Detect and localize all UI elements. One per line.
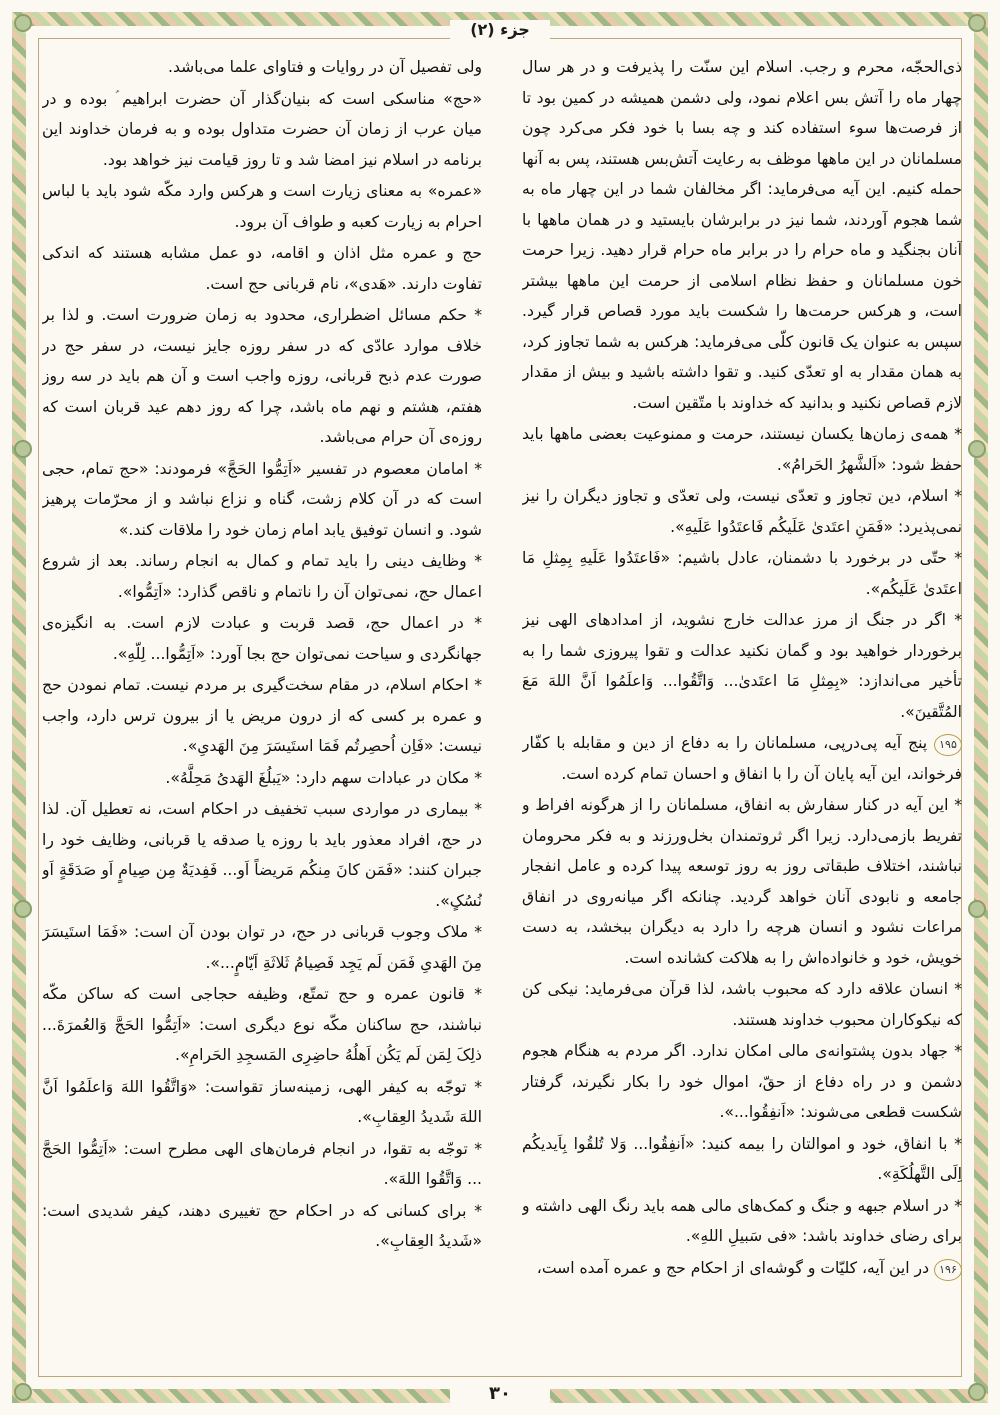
paragraph-text: * اگر در جنگ از مرز عدالت خارج نشوید، از امدادهای الهی نیز برخوردار خواهید بود و گمان نکنید عدالت و تقوا پیروزی شما را به تأخیر می‌اندازد: «بِمِثلِ مَا اعتَدیٰ... وَاتَّقُوا... وَاعلَمُوا اَنَّ اللهَ مَعَ المُتَّقینَ». — [522, 611, 962, 721]
paragraph-text: * وظایف دینی را باید تمام و کمال به انجام رساند. بعد از شروع اعمال حج، نمی‌توان آن را ناتمام و ناقص گذارد: «اَتِمُّوا». — [42, 552, 482, 601]
paragraph-text: * توجّه به تقوا، در انجام فرمان‌های الهی مطرح است: «اَتِمُّوا الحَجَّ ... وَاتَّقُوا اللهَ». — [42, 1139, 482, 1188]
paragraph-text: در این آیه، کلیّات و گوشه‌ای از احکام حج و عمره آمده است، — [536, 1258, 930, 1277]
left-text-column — [42, 52, 482, 1374]
paragraph — [42, 917, 482, 978]
paragraph — [42, 1072, 482, 1133]
page-number: ۳۰ — [450, 1383, 550, 1404]
paragraph — [522, 52, 962, 418]
paragraph — [522, 481, 962, 542]
paragraph-text: * برای کسانی که در احکام حج تغییری دهند، کیفر شدیدی است: «شَدیدُ العِقابِ». — [42, 1201, 482, 1250]
verse-number-marker: ۱۹۶ — [934, 1259, 962, 1281]
paragraph-text: * حتّی در برخورد با دشمنان، عادل باشیم: «فَاعتَدُوا عَلَیهِ بِمِثلِ مَا اعتَدیٰ عَلَیکُم». — [522, 549, 962, 598]
paragraph — [522, 1191, 962, 1252]
paragraph — [42, 1196, 482, 1257]
paragraph-text: * در اسلام جبهه و جنگ و کمک‌های مالی همه باید رنگ الهی داشته و برای رضای خداوند باشد: «فی سَبیلِ اللهِ». — [522, 1196, 962, 1245]
paragraph-text: پنج آیه پی‌درپی، مسلمانان را به دفاع از دین و مقابله با کفّار فرخواند، این آیه پایان آن را با انفاق و احسان تمام کرده است. — [522, 734, 962, 783]
corner-flower-ornament — [14, 14, 32, 32]
paragraph — [522, 605, 962, 727]
paragraph-text: ولی تفصیل آن در روایات و فتاوای علما می‌باشد. — [167, 58, 482, 76]
paragraph — [42, 670, 482, 762]
paragraph — [42, 52, 482, 83]
paragraph-text: * همه‌ی زمان‌ها یکسان نیستند، حرمت و ممنوعیت بعضی ماهها باید حفظ شود: «اَلشَّهرُ الحَرامُ». — [522, 425, 962, 474]
paragraph-text: * با انفاق، خود و اموالتان را بیمه کنید: «اَنفِقُوا... وَلا تُلقُوا بِاَیدیکُم اِلَی التَّهلُکَةِ». — [522, 1134, 962, 1183]
paragraph-text: * امامان معصوم در تفسیر «اَتِمُّوا الحَجَّ» فرمودند: «حج تمام، حجی است که در آن کلام زشت، گناه و نزاع نباشد و از محرّمات پرهیز شود. و انسان توفیق یابد امام زمان خود را ملاقات کند.» — [42, 459, 482, 539]
side-flower-ornament — [968, 440, 986, 458]
paragraph-text: «حج» مناسکی است که بنیان‌گذار آن حضرت ابراهیم ؑ بوده و در میان عرب از زمان آن حضرت متداول بوده و به فرمان خداوند این برنامه در اسلام نیز امضا شد و تا روز قیامت نیز خواهد بود. — [42, 89, 482, 169]
side-flower-ornament — [14, 900, 32, 918]
paragraph — [42, 300, 482, 453]
verse-number-marker: ۱۹۵ — [934, 734, 962, 756]
paragraph-text: ذی‌الحجّه، محرم و رجب. اسلام این سنّت را پذیرفت و در هر سال چهار ماه را آتش بس اعلام نمود، ولی دشمن همیشه در کمین بود تا از فرصت‌ها سوء استفاده کند و چه بسا با خود فکر می‌کرد چون مسلمانان در این ماهها موظف به رعایت آتش‌بس هستند، پس به آنها حمله کنیم. این آیه می‌فرماید: اگر مخالفان شما در این چهار ماه به شما هجوم آوردند، شما نیز در برابرشان بایستید و در همان ماهها با آنان بجنگید و ماه حرام را در برابر ماه حرام قرار دهید. زیرا حرمت خون مسلمانان و حفظ نظام اسلامی از حرمت این ماهها بیشتر است، و هرکس حرمت‌ها را شکست باید مورد قصاص قرار گیرد. سپس به عنوان یک قانون کلّی می‌فرماید: هرکس به شما تجاوز کرد، به همان مقدار به او تعدّی کنید. و تقوا داشته باشید و بیش از مقدار لازم قصاص نکنید و بدانید که خداوند با متّقین است. — [522, 58, 962, 412]
corner-flower-ornament — [14, 1383, 32, 1401]
paragraph — [522, 419, 962, 480]
paragraph-text: * انسان علاقه دارد که محبوب باشد، لذا قرآن می‌فرماید: نیکی کن که نیکوکاران محبوب خداوند هستند. — [522, 980, 962, 1029]
corner-flower-ornament — [968, 1383, 986, 1401]
paragraph — [42, 454, 482, 546]
corner-flower-ornament — [968, 14, 986, 32]
paragraph — [42, 84, 482, 176]
paragraph — [42, 608, 482, 669]
paragraph — [522, 543, 962, 604]
paragraph-text: * توجّه به کیفر الهی، زمینه‌ساز تقواست: «وَاتَّقُوا اللهَ وَاعلَمُوا اَنَّ اللهَ شَدیدُ العِقابِ». — [42, 1077, 482, 1126]
paragraph — [522, 728, 962, 789]
paragraph-text: حج و عمره مثل اذان و اقامه، دو عمل مشابه هستند که اندکی تفاوت دارند. «هَدی»، نام قربانی حج است. — [42, 244, 482, 293]
paragraph-text: * اسلام، دین تجاوز و تعدّی نیست، ولی تعدّی و تجاوز دیگران را نیز نمی‌پذیرد: «فَمَنِ اعتَدیٰ عَلَیکُم فَاعتَدُوا عَلَیهِ». — [522, 487, 962, 536]
paragraph-text: * در اعمال حج، قصد قربت و عبادت لازم است. به انگیزه‌ی جهانگردی و سیاحت نمی‌توان حج بجا آورد: «اَتِمُّوا... لِلّهِ». — [42, 614, 482, 663]
paragraph-text: * بیماری در مواردی سبب تخفیف در احکام است، نه تعطیل آن. لذا در حج، افراد معذور باید با روزه یا صدقه یا قربانی، وظایف خود را جبران کنند: «فَمَن کانَ مِنکُم مَریضاً اَو... فَفِدیَةٌ مِن صِیامٍ اَو صَدَقَةٍ اَو نُسُکٍ». — [42, 800, 482, 910]
right-text-column — [522, 52, 962, 1374]
juz-header: جزء (۲) — [450, 20, 550, 39]
paragraph — [42, 546, 482, 607]
paragraph — [522, 790, 962, 973]
paragraph-text: * احکام اسلام، در مقام سخت‌گیری بر مردم نیست. تمام نمودن حج و عمره بر کسی که از درون مریض یا از بیرون ترس دارد، واجب نیست: «فَاِن اُحصِرتُم فَمَا استَیسَرَ مِنَ الهَدیِ». — [42, 676, 482, 755]
paragraph — [522, 1129, 962, 1190]
side-flower-ornament — [968, 900, 986, 918]
paragraph — [42, 238, 482, 299]
side-flower-ornament — [14, 440, 32, 458]
paragraph — [42, 794, 482, 916]
paragraph-text: * مکان در عبادات سهم دارد: «یَبلُغَ الهَدیُ مَحِلَّهُ». — [165, 768, 482, 787]
paragraph-text: «عمره» به معنای زیارت است و هرکس وارد مکّه شود باید با لباس احرام به زیارت کعبه و طواف آن برود. — [42, 182, 482, 231]
paragraph-text: * جهاد بدون پشتوانه‌ی مالی امکان ندارد. اگر مردم به هنگام هجوم دشمن و در راه دفاع از حقّ، اموال خود را بکار نگیرند، گرفتار شکست قطعی می‌شوند: «اَنفِقُوا...». — [522, 1042, 962, 1121]
paragraph — [522, 1253, 962, 1284]
paragraph — [42, 176, 482, 237]
paragraph-text: * حکم مسائل اضطراری، محدود به زمان ضرورت است. و لذا بر خلاف موارد عادّی که در سفر روزه جایز نیست، در سفر حج در صورت عدم ذبح قربانی، روزه واجب است و آن هم باید در سه روز هفتم، هشتم و نهم ماه باشد، چرا که روز دهم عید قربان است که روزه‌ی آن حرام می‌باشد. — [42, 306, 482, 446]
paragraph-text: * ملاک وجوب قربانی در حج، در توان بودن آن است: «فَمَا استَیسَرَ مِنَ الهَدیِ فَمَن لَم یَجِد فَصِیامُ ثَلاثَةِ اَیّامٍ...». — [42, 923, 482, 972]
paragraph-text: * قانون عمره و حج تمتّع، وظیفه حجاجی است که ساکن مکّه نباشند، حج ساکنان مکّه نوع دیگری است: «اَتِمُّوا الحَجَّ وَالعُمرَةَ... ذلِکَ لِمَن لَم یَکُن اَهلُهُ حاضِرِی المَسجِدِ الحَرامِ». — [42, 985, 482, 1064]
paragraph — [522, 974, 962, 1035]
paragraph — [42, 979, 482, 1071]
paragraph-text: * این آیه در کنار سفارش به انفاق، مسلمانان را از هرگونه افراط و تفریط بازمی‌دارد. زیرا اگر ثروتمندان بخل‌ورزند و به فکر محرومان نباشند، اختلاف طبقاتی روز به روز توسعه پیدا کرده و عامل انفجار جامعه و نابودی آنان خواهد گردید. چنانکه اگر میانه‌روی در انفاق مراعات نشود و انسان هرچه را دارد به دیگران ببخشد، به دست خویش، خود و خانواده‌اش را به هلاکت کشانده است. — [522, 796, 962, 967]
paragraph — [522, 1036, 962, 1128]
paragraph — [42, 763, 482, 794]
paragraph — [42, 1134, 482, 1195]
